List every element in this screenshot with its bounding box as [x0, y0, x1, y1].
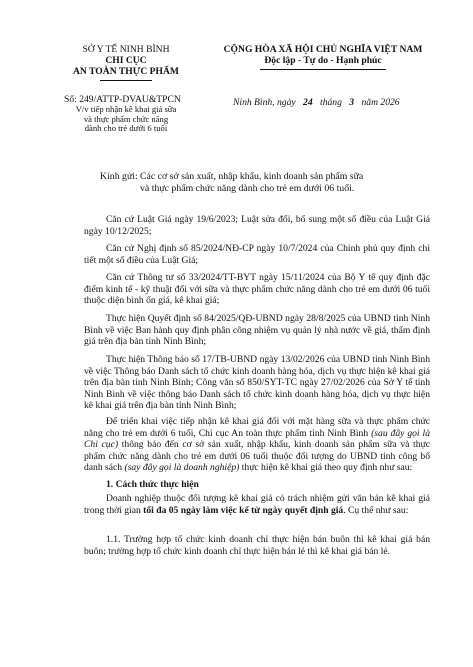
subject-line: và thực phẩm chức năng: [83, 113, 169, 124]
paragraph-legal-basis-2: Căn cứ Nghị định số 85/2024/NĐ-CP ngày 10/7/2024 của Chính phủ quy định chi tiết một số điều của Luật Giá;: [84, 243, 430, 266]
purpose-text: Để triển khai việc tiếp nhận kê khai giá đối với mặt hàng sữa và thực phẩm chức năng cho trẻ em dưới 6 tuổi, Chi cục An toàn thực phẩm tỉnh Ninh Bình: [84, 416, 430, 439]
paragraph-deadline: [84, 493, 430, 516]
document-number: Số: 249/ATTP-DVAU&TPCN: [64, 94, 181, 105]
issuer-block: [66, 44, 186, 77]
issuer-agency-line1: CHI CỤC: [105, 55, 147, 66]
deadline-text: . Cụ thể như sau:: [343, 504, 409, 516]
national-heading: [198, 44, 448, 66]
purpose-text: thông báo đến cơ sở sản xuất, nhập khẩu, kinh doanh sản phẩm sữa và thực phẩm chức năng dành cho trẻ em dưới 06 tuổi thuộc đối tượng do UBND tỉnh công bố danh sách: [84, 439, 430, 474]
paragraph-legal-basis-3: Căn cứ Thông tư số 33/2024/TT-BYT ngày 15/11/2024 của Bộ Y tế quy định đặc điểm kinh tế - kỹ thuật đối với sữa và thực phẩm chức năng dành cho trẻ em dưới 06 tuổi thuộc diện bình ổn giá, kê khai giá;: [84, 272, 430, 307]
section-heading-1: 1. Cách thức thực hiện: [106, 479, 199, 490]
paragraph-purpose: [84, 416, 430, 474]
date-month-word: tháng: [320, 97, 342, 108]
date-place: Ninh Bình, ngày: [233, 97, 296, 108]
issuer-underline: [100, 80, 152, 81]
subject-line: dành cho trẻ dưới 6 tuổi: [84, 123, 168, 134]
paragraph-1-1: 1.1. Trường hợp tổ chức kinh doanh chỉ thực hiện bán buôn thì kê khai giá bán buôn; trường hợp tổ chức kinh doanh chỉ thực hiện bán lẻ thì kê khai giá bán lẻ.: [84, 534, 430, 557]
date-month: 3: [349, 97, 355, 108]
deadline-text: Doanh nghiệp thuộc đối tượng kê khai giá có trách nhiệm gửi văn bản kê khai giá trong thời gian: [84, 493, 430, 516]
purpose-text: thực hiện kê khai giá theo quy định như sau:: [239, 462, 413, 474]
recipient-label: Kính gửi:: [100, 171, 138, 182]
paragraph-notice: Thực hiện Thông báo số 17/TB-UBND ngày 13/02/2026 của UBND tỉnh Ninh Bình về việc Thông báo Danh sách tổ chức kinh doanh hàng hóa, dịch vụ thực hiện kê khai giá trên địa bàn tỉnh Ninh Bình; Công văn số 850/SYT-TC ngày 27/02/2026 của Sở Y tế tỉnh Ninh Bình về việc thông báo Danh sách tổ chức kinh doanh hàng hóa, dịch vụ thực hiện kê khai giá trên địa bàn tỉnh Ninh Bình;: [84, 354, 430, 412]
document-date: [233, 97, 400, 108]
paragraph-legal-basis-1: Căn cứ Luật Giá ngày 19/6/2023; Luật sửa đổi, bổ sung một số điều của Luật Giá ngày 10/12/2025;: [84, 214, 430, 237]
issuer-agency-line2: AN TOÀN THỰC PHẨM: [73, 66, 179, 77]
recipient-text: [140, 171, 363, 195]
date-year: năm 2026: [361, 97, 400, 108]
national-motto: Độc lập - Tự do - Hạnh phúc: [264, 55, 382, 66]
subject-line: V/v tiếp nhận kê khai giá sữa: [75, 104, 177, 114]
national-title: CỘNG HÒA XÃ HỘI CHỦ NGHĨA VIỆT NAM: [223, 44, 423, 55]
recipient-line: và thực phẩm chức năng dành cho trẻ em dưới 06 tuổi.: [140, 183, 355, 194]
issuer-ministry: SỞ Y TẾ NINH BÌNH: [82, 44, 170, 55]
date-day: 24: [303, 97, 313, 108]
document-subject: [62, 105, 190, 134]
purpose-alias-agency: (sau đây gọi là Chi cục): [84, 427, 431, 451]
recipient-line: Các cơ sở sản xuất, nhập khẩu, kinh doanh sản phẩm sữa: [140, 171, 364, 182]
paragraph-decision: Thực hiện Quyết định số 84/2025/QĐ-UBND ngày 28/8/2025 của UBND tỉnh Ninh Bình về việc Ban hành quy định phân công nhiệm vụ quản lý nhà nước về giá, thẩm định giá trên địa bàn tỉnh Ninh Bình;: [84, 313, 430, 348]
motto-underline: [260, 69, 386, 70]
recipient-block: [100, 171, 138, 183]
deadline-emphasis: tối đa 05 ngày làm việc kể từ ngày quyết định giá: [143, 504, 344, 516]
purpose-alias-enterprise: (say đây gọi là doanh nghiệp): [124, 462, 240, 474]
